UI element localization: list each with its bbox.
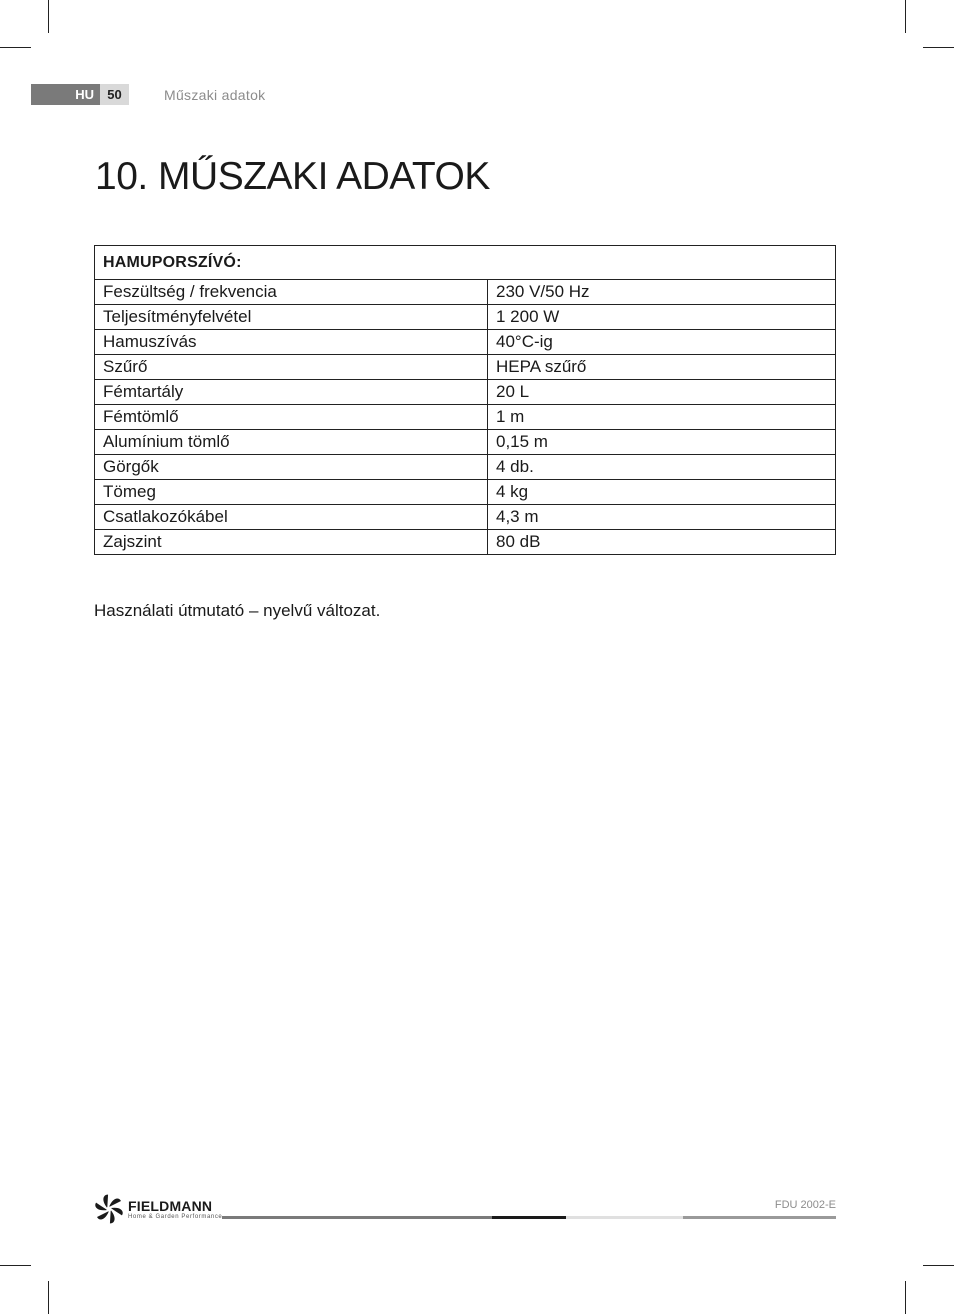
crop-mark xyxy=(923,1265,954,1266)
crop-mark xyxy=(48,1281,49,1314)
table-row xyxy=(95,380,836,405)
spec-label: Fémtartály xyxy=(95,380,488,405)
spec-label: Hamuszívás xyxy=(95,330,488,355)
spec-label: Tömeg xyxy=(95,480,488,505)
footer-rule xyxy=(566,1216,683,1219)
footer-rule xyxy=(222,1216,492,1219)
brand-name: FIELDMANN xyxy=(128,1197,213,1214)
page-header xyxy=(31,84,129,105)
crop-mark xyxy=(0,1265,31,1266)
crop-mark xyxy=(48,0,49,33)
table-row xyxy=(95,430,836,455)
spec-value: 80 dB xyxy=(488,530,836,555)
table-header-row xyxy=(95,246,836,280)
fan-icon xyxy=(94,1194,124,1224)
table-row xyxy=(95,505,836,530)
table-row xyxy=(95,355,836,380)
spec-label: Szűrő xyxy=(95,355,488,380)
table-row xyxy=(95,330,836,355)
language-badge: HU xyxy=(31,84,100,105)
footer-rule xyxy=(492,1216,566,1219)
brand-tagline: Home & Garden Performance xyxy=(128,1213,223,1220)
specs-table xyxy=(94,245,836,555)
spec-value: HEPA szűrő xyxy=(488,355,836,380)
spec-label: Csatlakozókábel xyxy=(95,505,488,530)
section-label: Műszaki adatok xyxy=(164,87,266,103)
table-heading: HAMUPORSZÍVÓ: xyxy=(95,246,836,280)
spec-label: Görgők xyxy=(95,455,488,480)
page-title: 10. MŰSZAKI ADATOK xyxy=(95,155,490,198)
spec-value: 1 200 W xyxy=(488,305,836,330)
table-body xyxy=(95,280,836,555)
crop-mark xyxy=(0,47,31,48)
spec-value: 1 m xyxy=(488,405,836,430)
model-code: FDU 2002-E xyxy=(774,1199,836,1211)
spec-value: 4 kg xyxy=(488,480,836,505)
table-row xyxy=(95,405,836,430)
table-row xyxy=(95,530,836,555)
crop-mark xyxy=(923,47,954,48)
spec-value: 40°C-ig xyxy=(488,330,836,355)
spec-label: Fémtömlő xyxy=(95,405,488,430)
table-row xyxy=(95,455,836,480)
spec-value: 230 V/50 Hz xyxy=(488,280,836,305)
spec-label: Zajszint xyxy=(95,530,488,555)
crop-mark xyxy=(905,1281,906,1314)
crop-mark xyxy=(905,0,906,33)
spec-value: 4,3 m xyxy=(488,505,836,530)
spec-label: Teljesítményfelvétel xyxy=(95,305,488,330)
page-number: 50 xyxy=(100,84,129,105)
spec-label: Alumínium tömlő xyxy=(95,430,488,455)
table-row xyxy=(95,280,836,305)
table-row xyxy=(95,305,836,330)
manual-note: Használati útmutató – nyelvű változat. xyxy=(94,601,381,620)
brand-logo xyxy=(94,1193,224,1225)
spec-label: Feszültség / frekvencia xyxy=(95,280,488,305)
spec-value: 4 db. xyxy=(488,455,836,480)
spec-value: 0,15 m xyxy=(488,430,836,455)
table-row xyxy=(95,480,836,505)
spec-value: 20 L xyxy=(488,380,836,405)
footer-rule xyxy=(683,1216,836,1219)
